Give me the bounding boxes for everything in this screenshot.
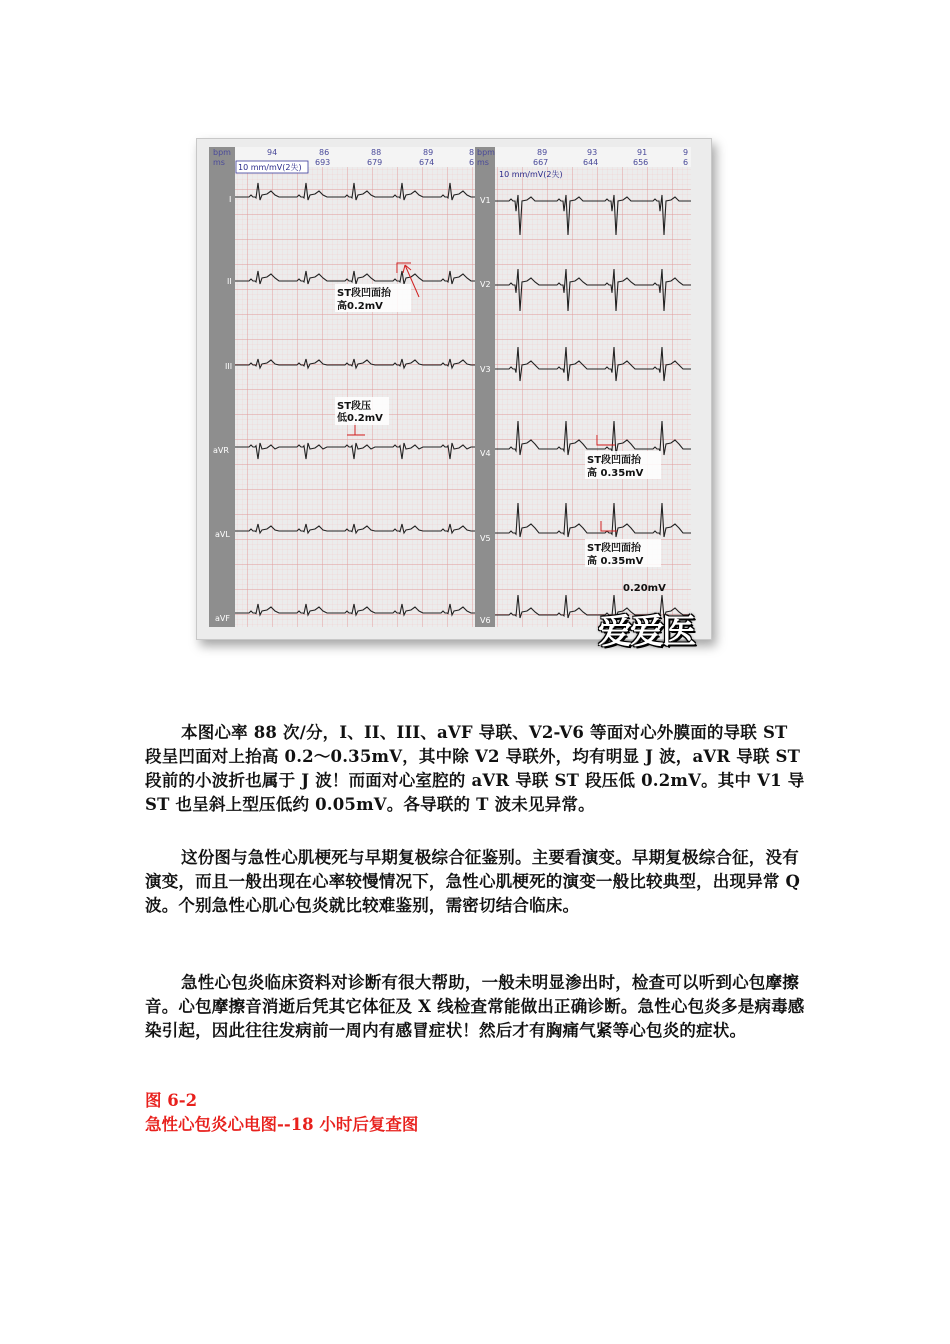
lead-label-v3: V3 (480, 365, 491, 374)
left-scale-label: 10 mm/mV(2失) (238, 163, 302, 172)
ecg-figure (196, 138, 712, 640)
right-ms-value: 656 (633, 158, 649, 167)
paragraph-3: 急性心包炎临床资料对诊断有很大帮助，一般未明显渗出时，检查可以听到心包摩擦音。心包摩擦音消逝后凭其它体征及 X 线检查常能做出正确诊断。急性心包炎多是病毒感染引起，因此往往发病前一周内有感冒症状！然后才有胸痛气紧等心包炎的症状。 (145, 973, 805, 1040)
panel-divider (475, 147, 495, 627)
lead-label-v6: V6 (480, 616, 491, 625)
annotation-avr-line1: ST段压 (337, 401, 372, 412)
left-bpm-value: 8 (469, 148, 475, 157)
paragraph-2: 这份图与急性心肌梗死与早期复极综合征鉴别。主要看演变。早期复极综合征，没有演变，而且一般出现在心率较慢情况下，急性心肌梗死的演变一般比较典型，出现异常 Q 波。个别急性心肌心包炎就比较难鉴别，需密切结合临床。 (145, 848, 801, 915)
left-ms-value: 679 (367, 158, 383, 167)
left-bpm-value: 94 (267, 148, 278, 157)
lead-label-avr: aVR (213, 446, 229, 455)
annotation-v4-line2: 高 0.35mV (587, 468, 644, 479)
right-ms-value: 644 (583, 158, 599, 167)
left-bpm-value: 88 (371, 148, 382, 157)
right-bpm-value: 91 (637, 148, 648, 157)
left-ms-label: ms (213, 158, 225, 167)
lead-label-v5: V5 (480, 534, 491, 543)
lead-label-v4: V4 (480, 449, 491, 458)
left-bpm-value: 89 (423, 148, 434, 157)
left-label-strip (209, 147, 235, 627)
lead-label-avl: aVL (215, 530, 230, 539)
paragraph-1: 本图心率 88 次/分，I、II、III、aVF 导联、V2-V6 等面对心外膜面的导联 ST 段呈凹面对上抬高 0.2～0.35mV，其中除 V2 导联外，均有明显 J 波，aVR 导联 ST 段前的小波折也属于 J 波！而面对心室腔的 aVR 导联 ST 段压低 0.2mV。其中 V1 导 ST 也呈斜上型压低约 0.05mV。各导联的 T 波未见异常。 (145, 723, 805, 814)
right-bpm-value: 9 (683, 148, 689, 157)
right-ms-value: 667 (533, 158, 549, 167)
figure-number: 图 6-2 (145, 1091, 198, 1110)
right-bpm-value: 89 (537, 148, 548, 157)
annotation-v6-value: 0.20mV (623, 583, 666, 594)
left-bpm-value: 86 (319, 148, 330, 157)
right-ms-label: ms (477, 158, 489, 167)
left-ms-value: 674 (419, 158, 435, 167)
left-ms-value: 693 (315, 158, 331, 167)
right-ms-value: 6 (683, 158, 689, 167)
lead-label-v2: V2 (480, 280, 491, 289)
left-bpm-label: bpm (213, 148, 231, 157)
right-bpm-value: 93 (587, 148, 598, 157)
lead-label-avf: aVF (215, 614, 230, 623)
lead-label-iii: III (225, 362, 233, 371)
watermark-logo: 爱爱医 (598, 612, 694, 652)
right-scale-label: 10 mm/mV(2失) (499, 170, 563, 179)
annotation-v5-line2: 高 0.35mV (587, 556, 644, 567)
left-ms-value: 6 (469, 158, 475, 167)
annotation-avr-line2: 低0.2mV (337, 413, 383, 424)
lead-label-ii: II (227, 277, 232, 286)
lead-label-v1: V1 (480, 196, 491, 205)
annotation-ii-line1: ST段凹面抬 (337, 288, 392, 299)
right-bpm-label: bpm (477, 148, 495, 157)
annotation-v5-line1: ST段凹面抬 (587, 543, 642, 554)
annotation-v4-line1: ST段凹面抬 (587, 455, 642, 466)
lead-label-i: I (229, 195, 232, 204)
ecg-chart (197, 139, 711, 639)
figure-title: 急性心包炎心电图--18 小时后复查图 (145, 1115, 419, 1134)
annotation-ii-line2: 高0.2mV (337, 301, 383, 312)
